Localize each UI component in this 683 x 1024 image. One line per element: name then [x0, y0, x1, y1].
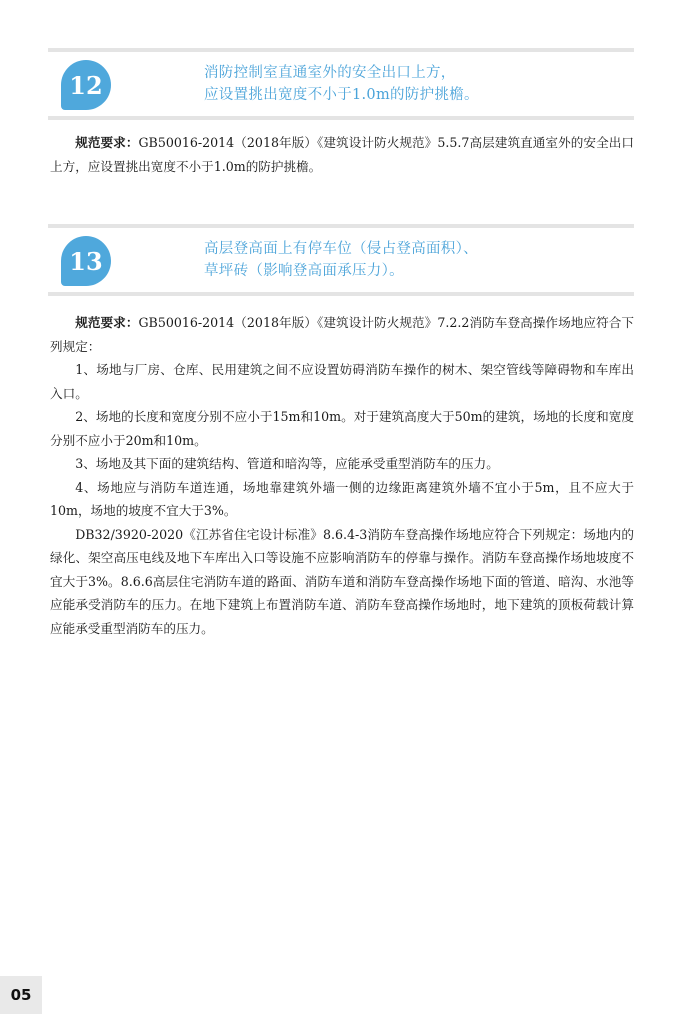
- paragraph: [50, 311, 634, 358]
- title-line: 草坪砖（影响登高面承压力）。: [204, 263, 404, 279]
- section-12-title: [204, 62, 624, 106]
- requirement-label: 规范要求：: [75, 135, 139, 150]
- page-number: 05: [0, 976, 42, 1014]
- divider-rule: [48, 116, 634, 120]
- list-item: 1、场地与厂房、仓库、民用建筑之间不应设置妨碍消防车操作的树木、架空管线等障碍物和车库出入口。: [50, 362, 634, 401]
- list-item: 2、场地的长度和宽度分别不应小于15m和10m。对于建筑高度大于50m的建筑，场地的长度和宽度分别不应小于20m和10m。: [50, 409, 634, 448]
- paragraph-text: GB50016-2014（2018年版）《建筑设计防火规范》7.2.2消防车登高操作场地应符合下列规定：: [50, 315, 634, 354]
- section-13-header: [48, 224, 634, 296]
- section-number-badge: 13: [61, 236, 111, 286]
- section-13-title: [204, 238, 624, 282]
- title-line: 应设置挑出宽度不小于1.0m的防护挑檐。: [204, 87, 479, 103]
- section-number-badge: 12: [61, 60, 111, 110]
- section-12-body: [50, 131, 634, 178]
- title-line: 消防控制室直通室外的安全出口上方，: [204, 65, 456, 81]
- divider-rule: [48, 224, 634, 228]
- section-13-body: [50, 311, 634, 640]
- section-12-header: [48, 48, 634, 120]
- list-item: 3、场地及其下面的建筑结构、管道和暗沟等，应能承受重型消防车的压力。: [75, 456, 499, 471]
- paragraph-text: GB50016-2014（2018年版）《建筑设计防火规范》5.5.7高层建筑直通室外的安全出口上方，应设置挑出宽度不小于1.0m的防护挑檐。: [50, 135, 634, 174]
- divider-rule: [48, 292, 634, 296]
- paragraph: [50, 131, 634, 178]
- title-line: 高层登高面上有停车位（侵占登高面积）、: [204, 241, 478, 257]
- divider-rule: [48, 48, 634, 52]
- requirement-label: 规范要求：: [75, 315, 139, 330]
- list-item: 4、场地应与消防车道连通，场地靠建筑外墙一侧的边缘距离建筑外墙不宜小于5m，且不应大于10m，场地的坡度不宜大于3%。: [50, 479, 634, 518]
- list-item: DB32/3920-2020《江苏省住宅设计标准》8.6.4-3消防车登高操作场地应符合下列规定：场地内的绿化、架空高压电线及地下车库出入口等设施不应影响消防车的停靠与操作。消防车登高操作场地坡度不宜大于3%。8.6.6高层住宅消防车道的路面、消防车道和消防车登高操作场地下面的管道、暗沟、水池等应能承受消防车的压力。在地下建筑上布置消防车道、消防车登高操作场地时，地下建筑的顶板荷载计算应能承受重型消防车的压力。: [50, 526, 634, 636]
